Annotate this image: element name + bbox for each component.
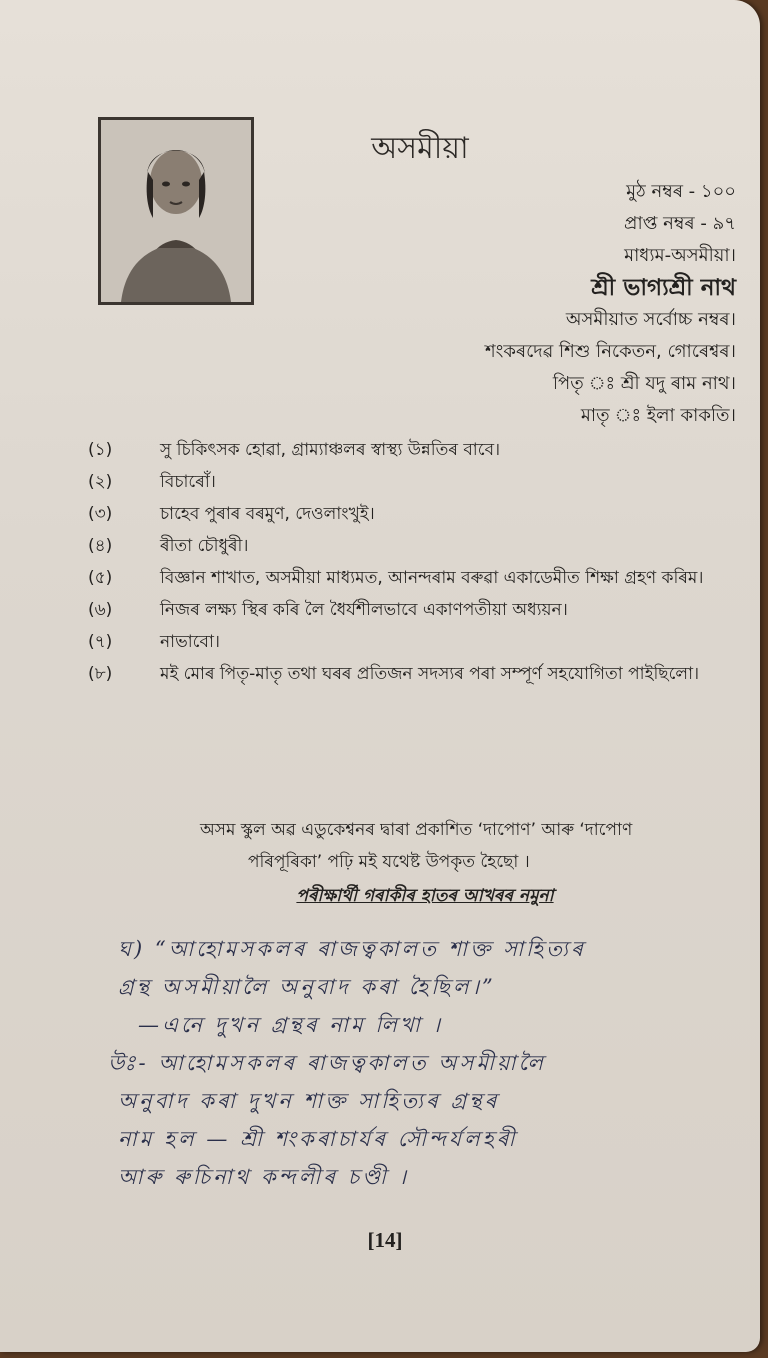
acknowledgement-note	[200, 814, 720, 878]
item-text: মই মোৰ পিতৃ-মাতৃ তথা ঘৰৰ প্ৰতিজন সদস্যৰ পৰা সম্পূৰ্ণ সহযোগিতা পাইছিলো।	[160, 664, 700, 684]
handwriting-line: ঘ) “আহোমসকলৰ ৰাজত্বকালত শাক্ত সাহিত্যৰ	[118, 937, 586, 961]
item-text: বিজ্ঞান শাখাত, অসমীয়া মাধ্যমত, আনন্দৰাম বৰুৱা একাডেমীত শিক্ষা গ্ৰহণ কৰিম।	[160, 568, 704, 588]
distinction: অসমীয়াত সৰ্বোচ্চ নম্বৰ।	[565, 309, 736, 330]
item-number: (৬)	[88, 600, 113, 620]
item-text: নাভাবো।	[160, 632, 220, 652]
item-text: চাহেব পুৰাৰ বৰমুণ, দেওলাংখুই।	[160, 504, 375, 524]
note-line-2: পৰিপূৰিকা’ পঢ়ি মই যথেষ্ট উপকৃত হৈছো ।	[248, 852, 530, 872]
mother-name: মাতৃ ঃ ইলা কাকতি।	[580, 405, 736, 426]
list-item	[80, 594, 740, 626]
handwriting-line: নাম হল — শ্ৰী শংকৰাচাৰ্যৰ সৌন্দৰ্যলহৰী	[118, 1127, 518, 1151]
list-item	[80, 466, 740, 498]
list-item	[80, 626, 740, 658]
handwriting-line: অনুবাদ কৰা দুখন শাক্ত সাহিত্যৰ গ্ৰন্থৰ	[118, 1089, 500, 1113]
father-name: পিতৃ ঃ শ্ৰী যদু ৰাম নাথ।	[552, 373, 736, 394]
answer-list	[80, 434, 740, 690]
list-item	[80, 562, 740, 594]
student-info	[316, 176, 736, 432]
full-marks: মুঠ নম্বৰ - ১০০	[626, 181, 736, 202]
item-number: (৪)	[88, 536, 113, 556]
item-number: (১)	[88, 440, 113, 460]
note-line-1: অসম স্কুল অৱ এডুকেশ্বনৰ দ্বাৰা প্ৰকাশিত ‘দাপোণ’ আৰু ‘দাপোণ	[200, 820, 633, 840]
item-number: (২)	[88, 472, 113, 492]
portrait-image	[101, 120, 251, 302]
page-number: [14]	[367, 1228, 403, 1252]
list-item	[80, 658, 740, 690]
item-text: নিজৰ লক্ষ্য স্থিৰ কৰি লৈ ধৈৰ্যশীলভাবে একাণপতীয়া অধ্যয়ন।	[160, 600, 568, 620]
item-number: (৩)	[88, 504, 113, 524]
item-text: সু চিকিৎসক হোৱা, গ্ৰাম্যাঞ্চলৰ স্বাস্থ্য উন্নতিৰ বাবে।	[160, 440, 501, 460]
student-photo	[98, 117, 254, 305]
medium: মাধ্যম-অসমীয়া।	[624, 245, 736, 266]
handwriting-sample-title: পৰীক্ষাৰ্থী গৰাকীৰ হাতৰ আখৰৰ নমুনা	[296, 886, 554, 906]
handwriting-line: গ্ৰন্থ অসমীয়ালৈ অনুবাদ কৰা হৈছিল।”	[118, 975, 496, 999]
list-item	[80, 530, 740, 562]
item-number: (৮)	[88, 664, 113, 684]
student-name: শ্ৰী ভাগ্যশ্ৰী নাথ	[591, 275, 736, 301]
handwriting-line: আৰু ৰুচিনাথ কন্দলীৰ চণ্ডী ।	[118, 1165, 410, 1189]
item-text: বিচাৰোঁ।	[160, 472, 216, 492]
subject-title: অসমীয়া	[371, 131, 469, 166]
marks-obtained: প্ৰাপ্ত নম্বৰ - ৯৭	[624, 213, 736, 234]
item-number: (৫)	[88, 568, 113, 588]
item-number: (৭)	[88, 632, 113, 652]
list-item	[80, 498, 740, 530]
list-item	[80, 434, 740, 466]
handwriting-line: —এনে দুখন গ্ৰন্থৰ নাম লিখা ।	[138, 1013, 443, 1037]
school-name: শংকৰদেৱ শিশু নিকেতন, গোৰেশ্বৰ।	[484, 341, 736, 362]
item-text: ৰীতা চৌধুৰী।	[160, 536, 249, 556]
handwriting-sample	[108, 930, 758, 1196]
handwriting-line: উঃ- আহোমসকলৰ ৰাজত্বকালত অসমীয়ালৈ	[108, 1051, 546, 1075]
